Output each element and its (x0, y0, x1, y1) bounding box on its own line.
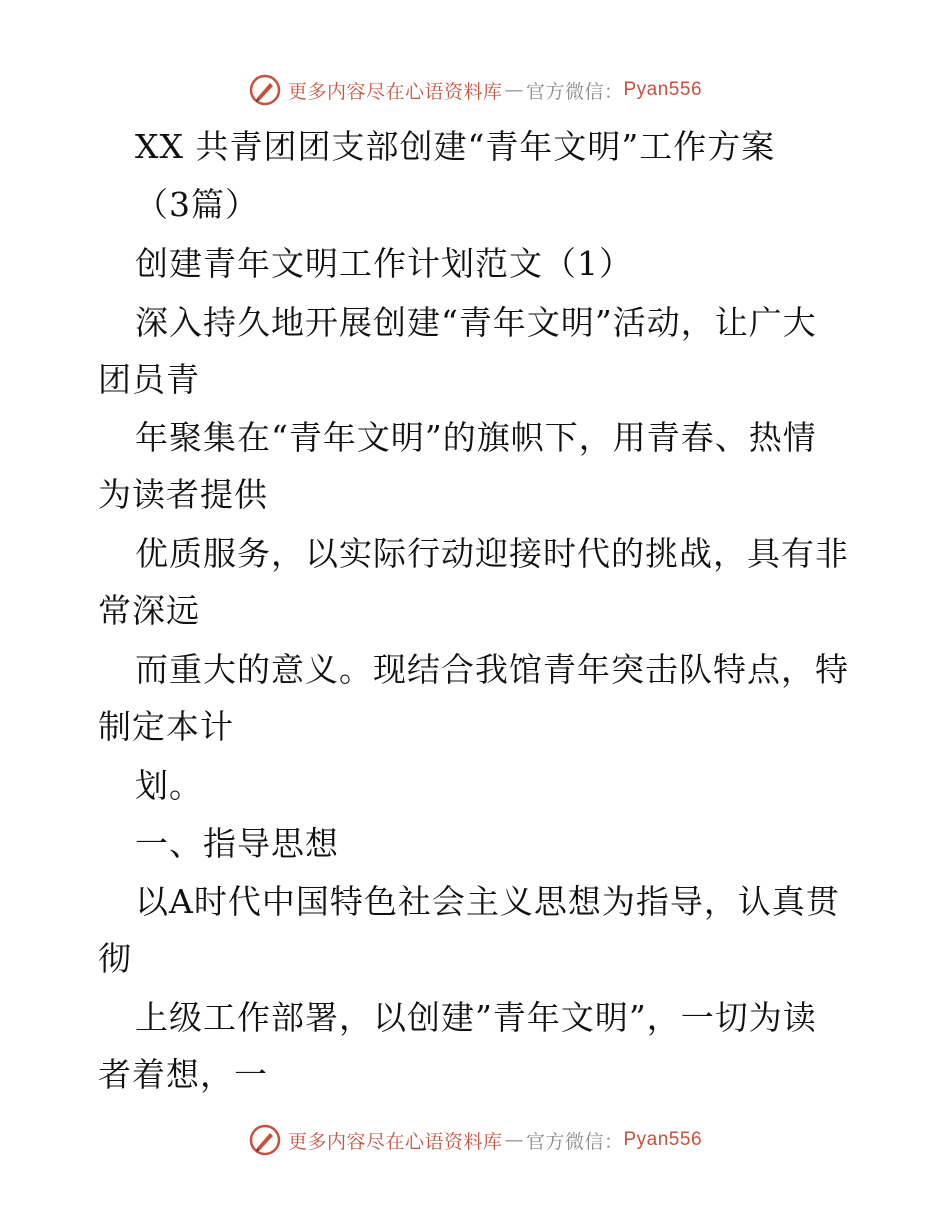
watermark-id: Pyan556 (623, 1129, 703, 1150)
watermark-footer (0, 1120, 950, 1160)
paragraph-line: 划。 (135, 766, 203, 805)
pen-logo-icon (248, 1123, 282, 1157)
paragraph-line: 而重大的意义。现结合我馆青年突击队特点，特 (135, 650, 849, 689)
paragraph-line: 优质服务，以实际行动迎接时代的挑战，具有非 (135, 534, 849, 573)
watermark-id: Pyan556 (623, 79, 703, 100)
watermark-text: 更多内容尽在心语资料库 (287, 80, 503, 103)
watermark-text: 更多内容尽在心语资料库 (287, 1130, 503, 1153)
paragraph-line: 为读者提供 (98, 475, 268, 514)
paragraph-line: 制定本计 (98, 707, 234, 746)
paragraph-line: 团员青 (98, 360, 200, 399)
watermark-official: 官方微信： (525, 80, 624, 103)
document-title-count: （3篇） (135, 185, 259, 224)
watermark-separator: — (504, 1129, 524, 1151)
paragraph-line: 常深远 (98, 591, 200, 630)
paragraph-line: 上级工作部署，以创建”青年文明”，一切为读 (135, 998, 817, 1037)
paragraph-line: 彻 (98, 939, 132, 978)
paragraph-line: 以A时代中国特色社会主义思想为指导，认真贯 (135, 882, 840, 921)
paragraph-line: 年聚集在“青年文明”的旗帜下，用青春、热情 (135, 418, 817, 457)
paragraph-line: 深入持久地开展创建“青年文明”活动，让广大 (135, 303, 817, 342)
paragraph-line: 者着想，一 (98, 1055, 268, 1094)
document-title: XX 共青团团支部创建“青年文明”工作方案 (135, 127, 776, 166)
watermark-separator: — (504, 79, 524, 101)
document-subtitle: 创建青年文明工作计划范文（1） (135, 244, 633, 283)
watermark-official: 官方微信： (525, 1130, 624, 1153)
section-heading: 一、指导思想 (135, 824, 339, 863)
